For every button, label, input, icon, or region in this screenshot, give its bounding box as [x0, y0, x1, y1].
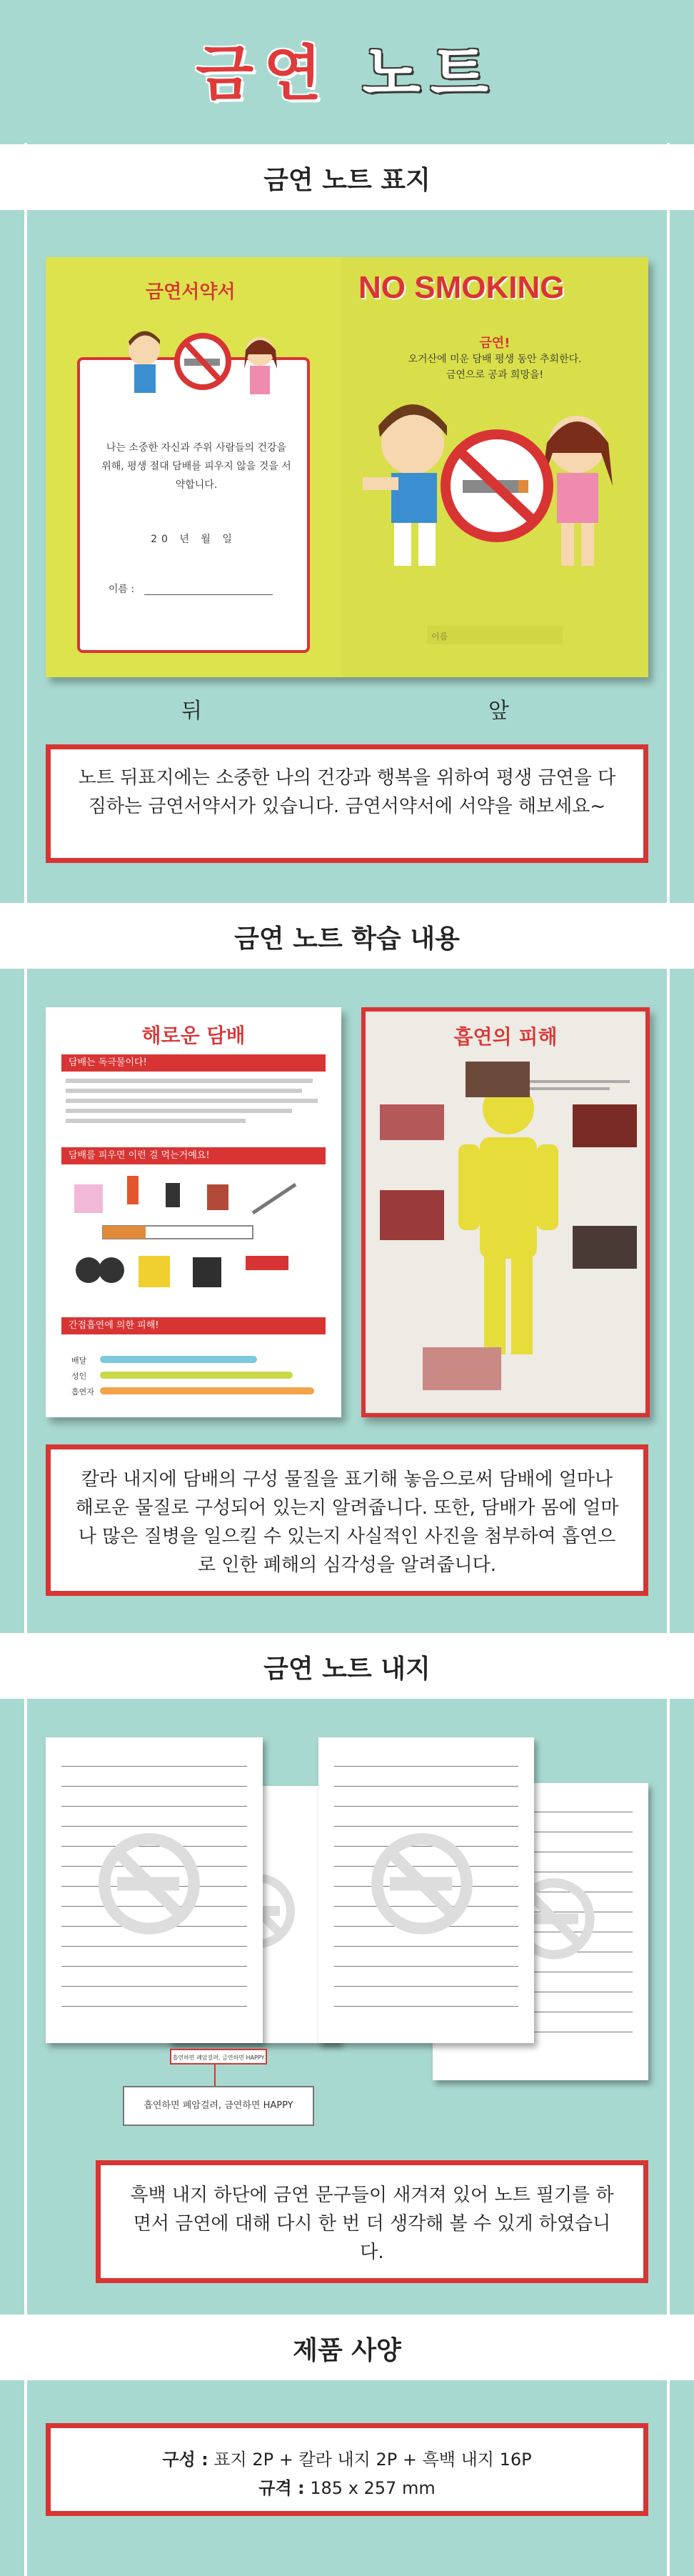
footer-note-highlight: 흡연하면 폐암걸려, 금연하면 HAPPY — [170, 2049, 267, 2065]
front-exclaim: 금연! — [479, 336, 511, 351]
harmful-sub3: 간접흡연에 의한 피해! — [61, 1317, 326, 1334]
cover-description: 노트 뒤표지에는 소중한 나의 건강과 행복을 위하여 평생 금연을 다짐하는 금연서약서가 있습니다. 금연서약서에 서약을 해보세요~ — [46, 744, 648, 863]
right-rail — [667, 143, 670, 2576]
no-smoking-title: NO SMOKING — [358, 270, 565, 305]
harm-bar-2 — [100, 1372, 293, 1379]
harmful-text-lines — [66, 1079, 323, 1129]
back-label: 뒤 — [181, 699, 202, 724]
page-header — [0, 0, 694, 143]
left-rail — [24, 143, 27, 2576]
front-label: 앞 — [488, 699, 509, 724]
spec-size — [72, 2474, 622, 2502]
harmful-sub2: 담배를 피우면 이런 걸 먹는거예요! — [61, 1147, 326, 1164]
section-heading-content: 금연 노트 학습 내용 — [234, 924, 460, 954]
harmful-sub1: 담배는 독극물이다! — [61, 1054, 326, 1072]
footer-callout: 흡연하면 폐암걸려, 금연하면 HAPPY — [123, 2086, 314, 2126]
cover-image — [46, 257, 648, 677]
damage-text-lines — [530, 1080, 630, 1102]
harmful-title: 해로운 담배 — [141, 1024, 246, 1047]
section-heading-inner: 금연 노트 내지 — [263, 1654, 431, 1684]
front-name-field — [427, 626, 563, 644]
pledge-name: 이름 : — [109, 584, 135, 595]
spec-box — [46, 2423, 648, 2516]
pledge-date: 20 년 월 일 — [151, 534, 236, 545]
section-heading-spec: 제품 사양 — [293, 2336, 401, 2365]
harmful-page — [46, 1007, 341, 1417]
front-text: 오거산에 미운 담배 평생 동안 추회한다. 금연으로 공과 희망을! — [408, 354, 582, 381]
title-white: 노트 — [362, 39, 498, 109]
spec-composition-label: 구성 : — [162, 2450, 208, 2470]
photo-foot — [423, 1347, 501, 1390]
front-cover — [341, 257, 648, 677]
pledge-text: 나는 소중한 자신과 주위 사람들의 건강을 위해, 평생 절대 담배를 피우지 않을 것을 서약합니다. — [101, 442, 291, 491]
damage-title: 흡연의 피해 — [453, 1025, 558, 1049]
spec-size-value: 185 x 257 mm — [310, 2478, 436, 2498]
harm-row-3: 흡연자 — [71, 1387, 94, 1397]
no-smoking-watermark — [96, 1830, 203, 1940]
section-heading-cover: 금연 노트 표지 — [263, 166, 431, 195]
spec-composition — [72, 2445, 622, 2474]
content-description: 칼라 내지에 담배의 구성 물질을 표기해 놓음으로써 담배에 얼마나 해로운 물질로 구성되어 있는지 알려줍니다. 또한, 담배가 몸에 얼마나 많은 질병을 일으킬 수 있는지 사실적인 사진을 첨부하여 흡연으로 인한 폐해의 심각성을 알려줍니다. — [46, 1444, 648, 1596]
pledge-title: 금연서약서 — [146, 281, 236, 303]
harm-bar-1 — [100, 1356, 257, 1363]
harm-bar-3 — [100, 1387, 314, 1394]
kids-illustration-large — [363, 393, 627, 579]
photo-lung — [380, 1190, 444, 1240]
back-cover — [46, 257, 341, 677]
spec-size-label: 규격 : — [258, 2478, 305, 2498]
photo-skin — [573, 1226, 637, 1269]
callout-connector — [214, 2065, 216, 2086]
photo-tongue — [380, 1104, 444, 1140]
pledge-name-line — [144, 594, 273, 595]
kids-illustration-small — [124, 326, 281, 397]
chemicals-illustration — [67, 1170, 324, 1306]
body-silhouette — [444, 1076, 573, 1362]
inner-description: 흑백 내지 하단에 금연 문구들이 새겨져 있어 노트 필기를 하면서 금연에 대해 다시 한 번 더 생각해 볼 수 있게 하였습니다. — [96, 2160, 648, 2283]
inner-sheet-front-left — [46, 1737, 263, 2043]
page-title — [0, 26, 694, 112]
title-red: 금연 — [196, 39, 332, 109]
photo-teeth — [573, 1104, 637, 1147]
spec-composition-value: 표지 2P + 칼라 내지 2P + 흑백 내지 16P — [213, 2450, 532, 2470]
no-smoking-watermark — [368, 1830, 476, 1940]
inner-sheet-front-right — [318, 1737, 534, 2043]
harm-row-1: 배달 — [71, 1356, 87, 1365]
harm-row-2: 성인 — [71, 1372, 87, 1381]
damage-page — [361, 1007, 650, 1417]
photo-eye — [466, 1062, 530, 1097]
pledge-card — [77, 357, 310, 653]
